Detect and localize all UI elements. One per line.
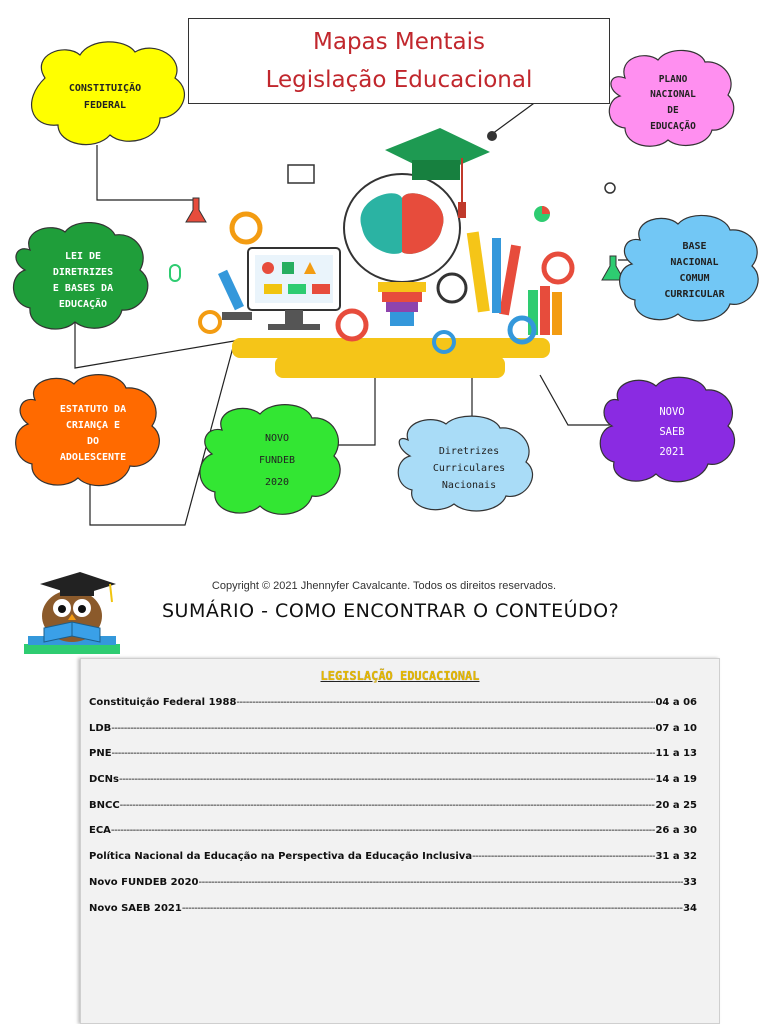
toc-item-pages: 31 a 32 — [655, 851, 697, 863]
owl-reading-icon — [20, 570, 124, 658]
toc-item — [89, 723, 697, 749]
toc-panel — [80, 658, 720, 1024]
toc-item — [89, 825, 697, 851]
title-box — [188, 18, 610, 104]
toc-item-label: ECA — [89, 825, 111, 837]
toc-item-label: Constituição Federal 1988 — [89, 697, 237, 708]
summary-heading: SUMÁRIO - COMO ENCONTRAR O CONTEÚDO? — [162, 600, 620, 622]
toc-item-pages: 11 a 13 — [655, 748, 697, 760]
toc-item-label: DCNs — [89, 774, 119, 786]
copyright-notice: Copyright © 2021 Jhennyfer Cavalcante. Todos os direitos reservados. — [211, 580, 557, 592]
toc-item-pages: 34 — [683, 902, 697, 914]
toc-item-pages: 33 — [683, 876, 697, 888]
cloud-label-eca: ESTATUTO DA CRIANÇA E DO ADOLESCENTE — [59, 404, 127, 463]
toc-list — [89, 697, 697, 928]
cloud-label-fundeb: NOVO FUNDEB 2020 — [258, 433, 296, 488]
page-title: Mapas Mentais — [313, 29, 485, 55]
toc-item — [89, 851, 697, 877]
toc-item-pages: 26 a 30 — [655, 825, 697, 837]
toc-title: LEGISLAÇÃO EDUCACIONAL — [320, 669, 480, 683]
toc-item-label: Novo FUNDEB 2020 — [89, 876, 199, 888]
toc-item-label: PNE — [89, 748, 112, 760]
toc-item-label: LDB — [89, 722, 112, 734]
connector-dot — [487, 131, 497, 141]
cloud-label-constituicao: CONSTITUIÇÃO FEDERAL — [68, 82, 142, 111]
toc-item — [89, 697, 697, 723]
cloud-label-ldb: LEI DE DIRETRIZES E BASES DA EDUCAÇÃO — [52, 251, 114, 310]
toc-item-label: BNCC — [89, 799, 120, 811]
toc-item-label: Política Nacional da Educação na Perspectiva da Educação Inclusiva — [89, 851, 473, 863]
page-subtitle: Legislação Educacional — [265, 67, 533, 93]
toc-item-pages: 07 a 10 — [655, 722, 697, 734]
toc-item — [89, 877, 697, 903]
toc-item — [89, 774, 697, 800]
cloud-label-bncc: BASE NACIONAL COMUM CURRICULAR — [664, 241, 725, 300]
toc-item-label: Novo SAEB 2021 — [89, 902, 182, 914]
education-illustration — [170, 128, 624, 378]
toc-item-pages: 14 a 19 — [655, 774, 697, 786]
toc-item — [89, 748, 697, 774]
cloud-label-pne: PLANO NACIONAL DE EDUCAÇÃO — [650, 73, 696, 132]
cloud-label-saeb: NOVO SAEB 2021 — [659, 406, 685, 458]
toc-item-pages: 04 a 06 — [655, 697, 697, 708]
toc-item — [89, 800, 697, 826]
cloud-label-dcn: Diretrizes Curriculares Nacionais — [432, 445, 506, 491]
toc-item-pages: 20 a 25 — [655, 799, 697, 811]
toc-item — [89, 903, 697, 929]
